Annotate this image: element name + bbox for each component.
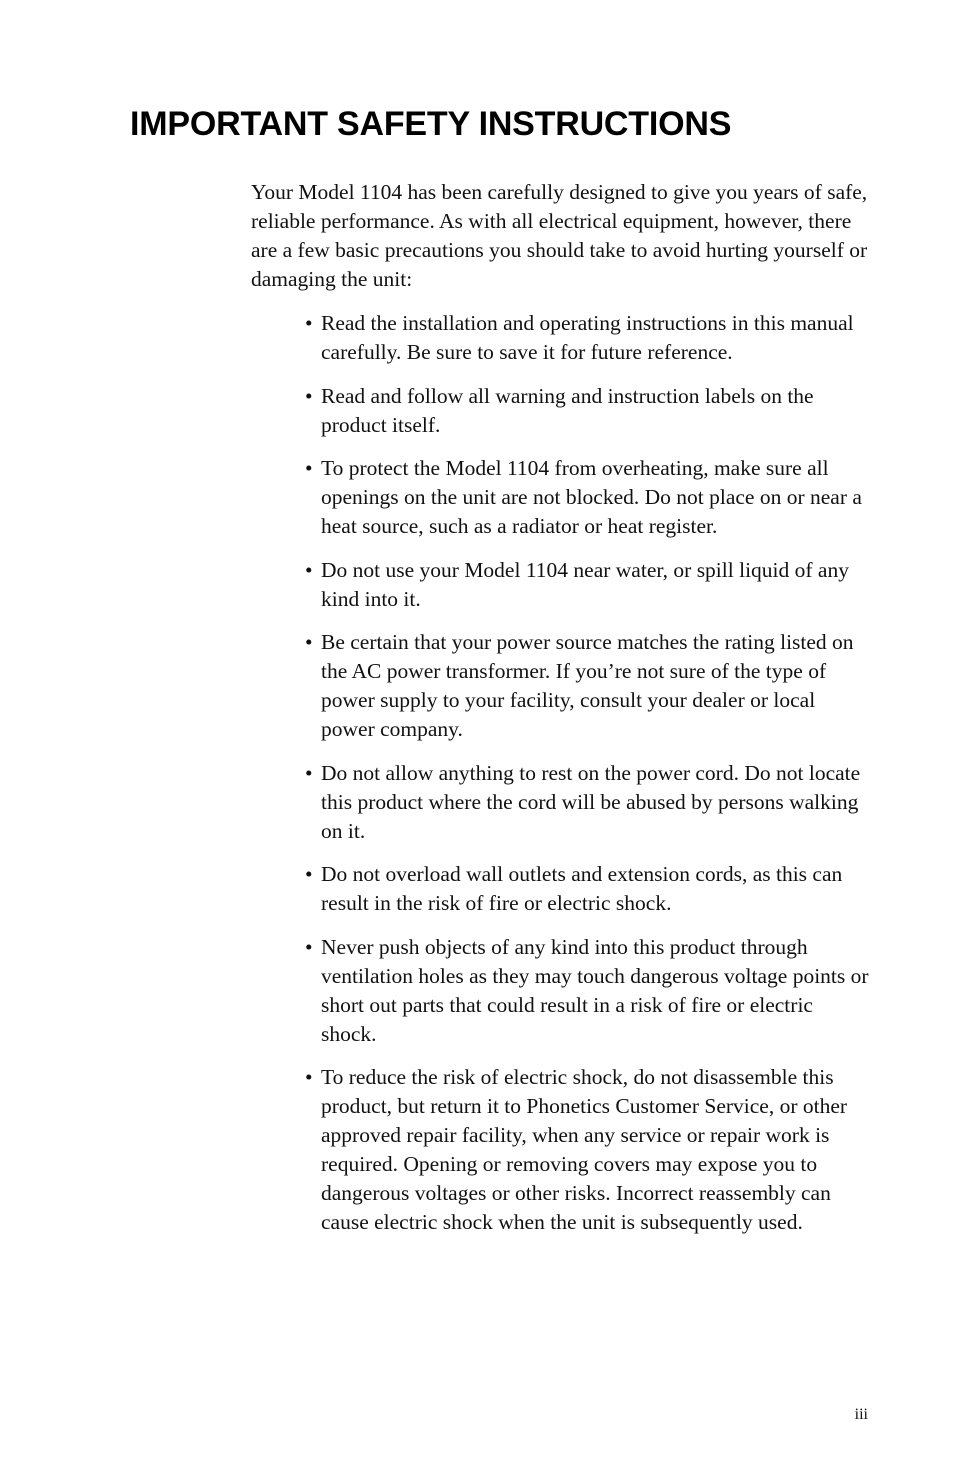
page-number: iii — [854, 1406, 868, 1423]
list-item — [305, 628, 873, 744]
bullet-icon: • — [305, 557, 313, 582]
bullet-icon: • — [305, 383, 313, 408]
list-item-text: Never push objects of any kind into this product through ventilation holes as they may touch dangerous voltage points or short out parts that could result in a risk of fire or electric shock. — [321, 934, 869, 1046]
safety-instruction-list — [251, 309, 873, 1237]
list-item — [305, 556, 873, 614]
list-item-text: To protect the Model 1104 from overheating, make sure all openings on the unit are not blocked. Do not place on or near a heat source, such as a radiator or heat register. — [321, 456, 862, 538]
document-body — [251, 178, 873, 1252]
intro-paragraph: Your Model 1104 has been carefully designed to give you years of safe, reliable performance. As with all electrical equipment, however, there are a few basic precautions you should take to avoid hurting yourself or damaging the unit: — [251, 180, 868, 291]
list-item — [305, 382, 873, 440]
bullet-icon: • — [305, 456, 313, 480]
bullet-icon: • — [305, 934, 313, 959]
list-item — [305, 1063, 873, 1237]
list-item — [305, 860, 873, 918]
list-item-text: Do not overload wall outlets and extension cords, as this can result in the risk of fire or electric shock. — [321, 862, 843, 915]
list-item-text: Read and follow all warning and instruction labels on the product itself. — [321, 383, 814, 437]
bullet-icon: • — [305, 862, 313, 886]
list-item-text: Read the installation and operating instructions in this manual carefully. Be sure to save it for future reference. — [321, 311, 854, 364]
list-item-text: Be certain that your power source matches the rating listed on the AC power transformer. If you’re not sure of the type of power supply to your facility, consult your dealer or local power company. — [321, 630, 854, 741]
list-item — [305, 933, 873, 1049]
bullet-icon: • — [305, 1065, 313, 1089]
list-item-text: Do not allow anything to rest on the power cord. Do not locate this product where the cord will be abused by persons walking on it. — [321, 760, 861, 843]
page-title: IMPORTANT SAFETY INSTRUCTIONS — [130, 105, 732, 143]
bullet-icon: • — [305, 630, 313, 654]
list-item-text: To reduce the risk of electric shock, do not disassemble this product, but return it to Phonetics Customer Service, or other approved repair facility, when any service or repair work is required. Opening or removing covers may expose you to dangerous voltages or other risks. Incorrect reassembly can cause electric shock when the unit is subsequently used. — [321, 1065, 848, 1234]
bullet-icon: • — [305, 311, 313, 335]
list-item — [305, 454, 873, 541]
bullet-icon: • — [305, 760, 313, 785]
list-item-text: Do not use your Model 1104 near water, or spill liquid of any kind into it. — [321, 557, 849, 611]
list-item — [305, 309, 873, 367]
list-item — [305, 759, 873, 846]
